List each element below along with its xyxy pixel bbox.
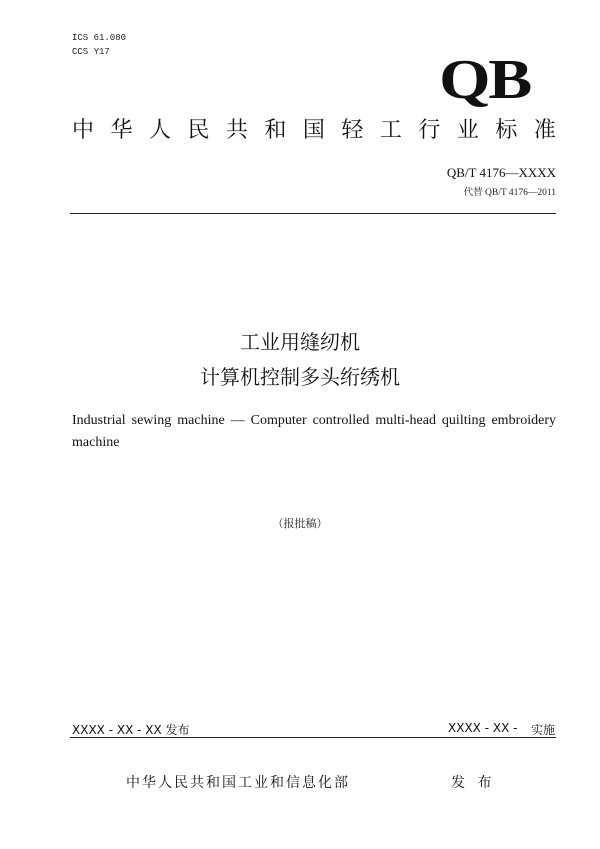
implement-label: 实施 [531, 723, 556, 737]
footer-divider [70, 737, 556, 738]
english-title: Industrial sewing machine — Computer controlled multi-head quilting embroidery machine [72, 413, 556, 450]
replaces-standard: 代替 QB/T 4176—2011 [463, 188, 556, 198]
ics-code: ICS 61.080 [72, 33, 127, 43]
standard-number: QB/T 4176—XXXX [446, 165, 556, 180]
standard-type-char: 华 [110, 118, 133, 143]
standard-type-char: 共 [225, 118, 248, 143]
standard-type-char: 中 [72, 118, 95, 143]
standard-type-char: 标 [495, 118, 518, 143]
standard-type-char: 工 [379, 118, 402, 143]
classification-codes [72, 31, 126, 59]
publisher-name: 中华人民共和国工业和信息化部 [126, 775, 350, 791]
standard-type-char: 轻 [341, 118, 364, 143]
standard-type-char: 业 [456, 118, 479, 143]
qb-logo: QB [439, 49, 530, 111]
publish-label: 发 布 [451, 775, 496, 791]
implement-date: XXXX - XX - [448, 721, 518, 735]
title-line-2: 计算机控制多头绗绣机 [200, 365, 400, 389]
standard-type-char: 民 [187, 118, 210, 143]
standard-type [72, 116, 556, 146]
standard-type-char: 行 [418, 118, 441, 143]
draft-status: （报批稿） [272, 517, 328, 530]
standard-type-char: 人 [148, 118, 171, 143]
issue-date: XXXX - XX - XX 发布 [72, 723, 190, 737]
title-line-1: 工业用缝纫机 [240, 330, 360, 354]
standard-type-char: 和 [264, 118, 287, 143]
header-divider [70, 213, 556, 214]
ccs-code: CCS Y17 [72, 47, 110, 57]
standard-type-char: 国 [302, 118, 325, 143]
standard-type-char: 准 [533, 118, 556, 143]
